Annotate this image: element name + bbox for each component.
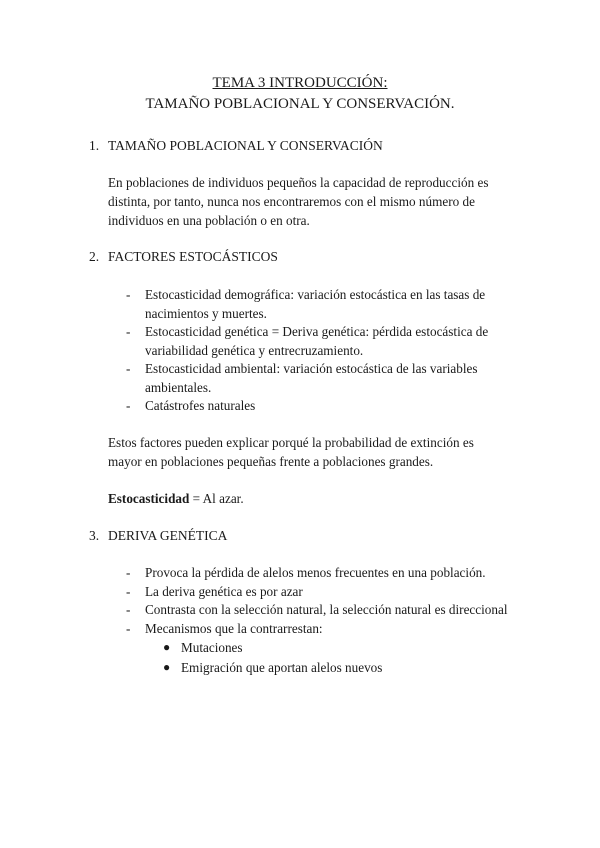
definition-text: = Al azar. [189,491,244,506]
list-item: - Provoca la pérdida de alelos menos frecuentes en una población. [0,564,525,583]
list-item: - Contrasta con la selección natural, la selección natural es direccional [0,601,525,620]
section-2-heading [89,247,278,267]
list-item: - Mecanismos que la contrarrestan: [0,620,525,639]
dash-marker: - [126,361,131,376]
section-2-list [0,286,600,416]
dash-marker: - [126,324,131,339]
dash-marker: - [126,620,131,636]
list-item: - Estocasticidad demográfica: variación estocástica en las tasas de nacimientos y muertes. [126,287,486,321]
dash-marker: - [126,583,131,599]
section-title: FACTORES ESTOCÁSTICOS [108,249,278,264]
section-3-heading [89,526,227,546]
bullet-marker: ● [163,659,171,674]
list-item: - Estocasticidad genética = Deriva genética: pérdida estocástica de variabilidad genética y entrecruzamiento. [126,324,489,358]
section-number: 3. [89,528,100,543]
definition-term: Estocasticidad [108,491,190,506]
dash-marker: - [126,602,131,617]
sub-list-item: ● Emigración que aportan alelos nuevos [0,658,561,678]
list-item: - Catástrofes naturales [0,397,525,416]
definition [108,489,508,508]
section-1-heading [89,136,383,156]
section-3-list [0,564,600,677]
document-title: TEMA 3 INTRODUCCIÓN: [212,75,388,91]
section-title: TAMAÑO POBLACIONAL Y CONSERVACIÓN [108,138,383,153]
section-title: DERIVA GENÉTICA [108,528,228,543]
document-subtitle: TAMAÑO POBLACIONAL Y CONSERVACIÓN. [145,96,455,112]
sub-list-item: ● Mutaciones [0,638,561,658]
section-2-paragraph: Estos factores pueden explicar porqué la probabilidad de extinción es mayor en poblaciones pequeñas frente a poblaciones grandes. [108,435,474,469]
section-number: 2. [89,249,100,264]
dash-marker: - [126,287,131,302]
list-item: - La deriva genética es por azar [0,583,525,602]
section-number: 1. [89,138,100,153]
section-1-paragraph: En poblaciones de individuos pequeños la capacidad de reproducción es distinta, por tanto, nunca nos encontraremos con el mismo número de individuos en una población o en otra. [108,175,489,228]
list-item: - Estocasticidad ambiental: variación estocástica de las variables ambientales. [126,361,478,395]
dash-marker: - [126,398,131,413]
dash-marker: - [126,565,131,580]
bullet-marker: ● [163,640,171,654]
